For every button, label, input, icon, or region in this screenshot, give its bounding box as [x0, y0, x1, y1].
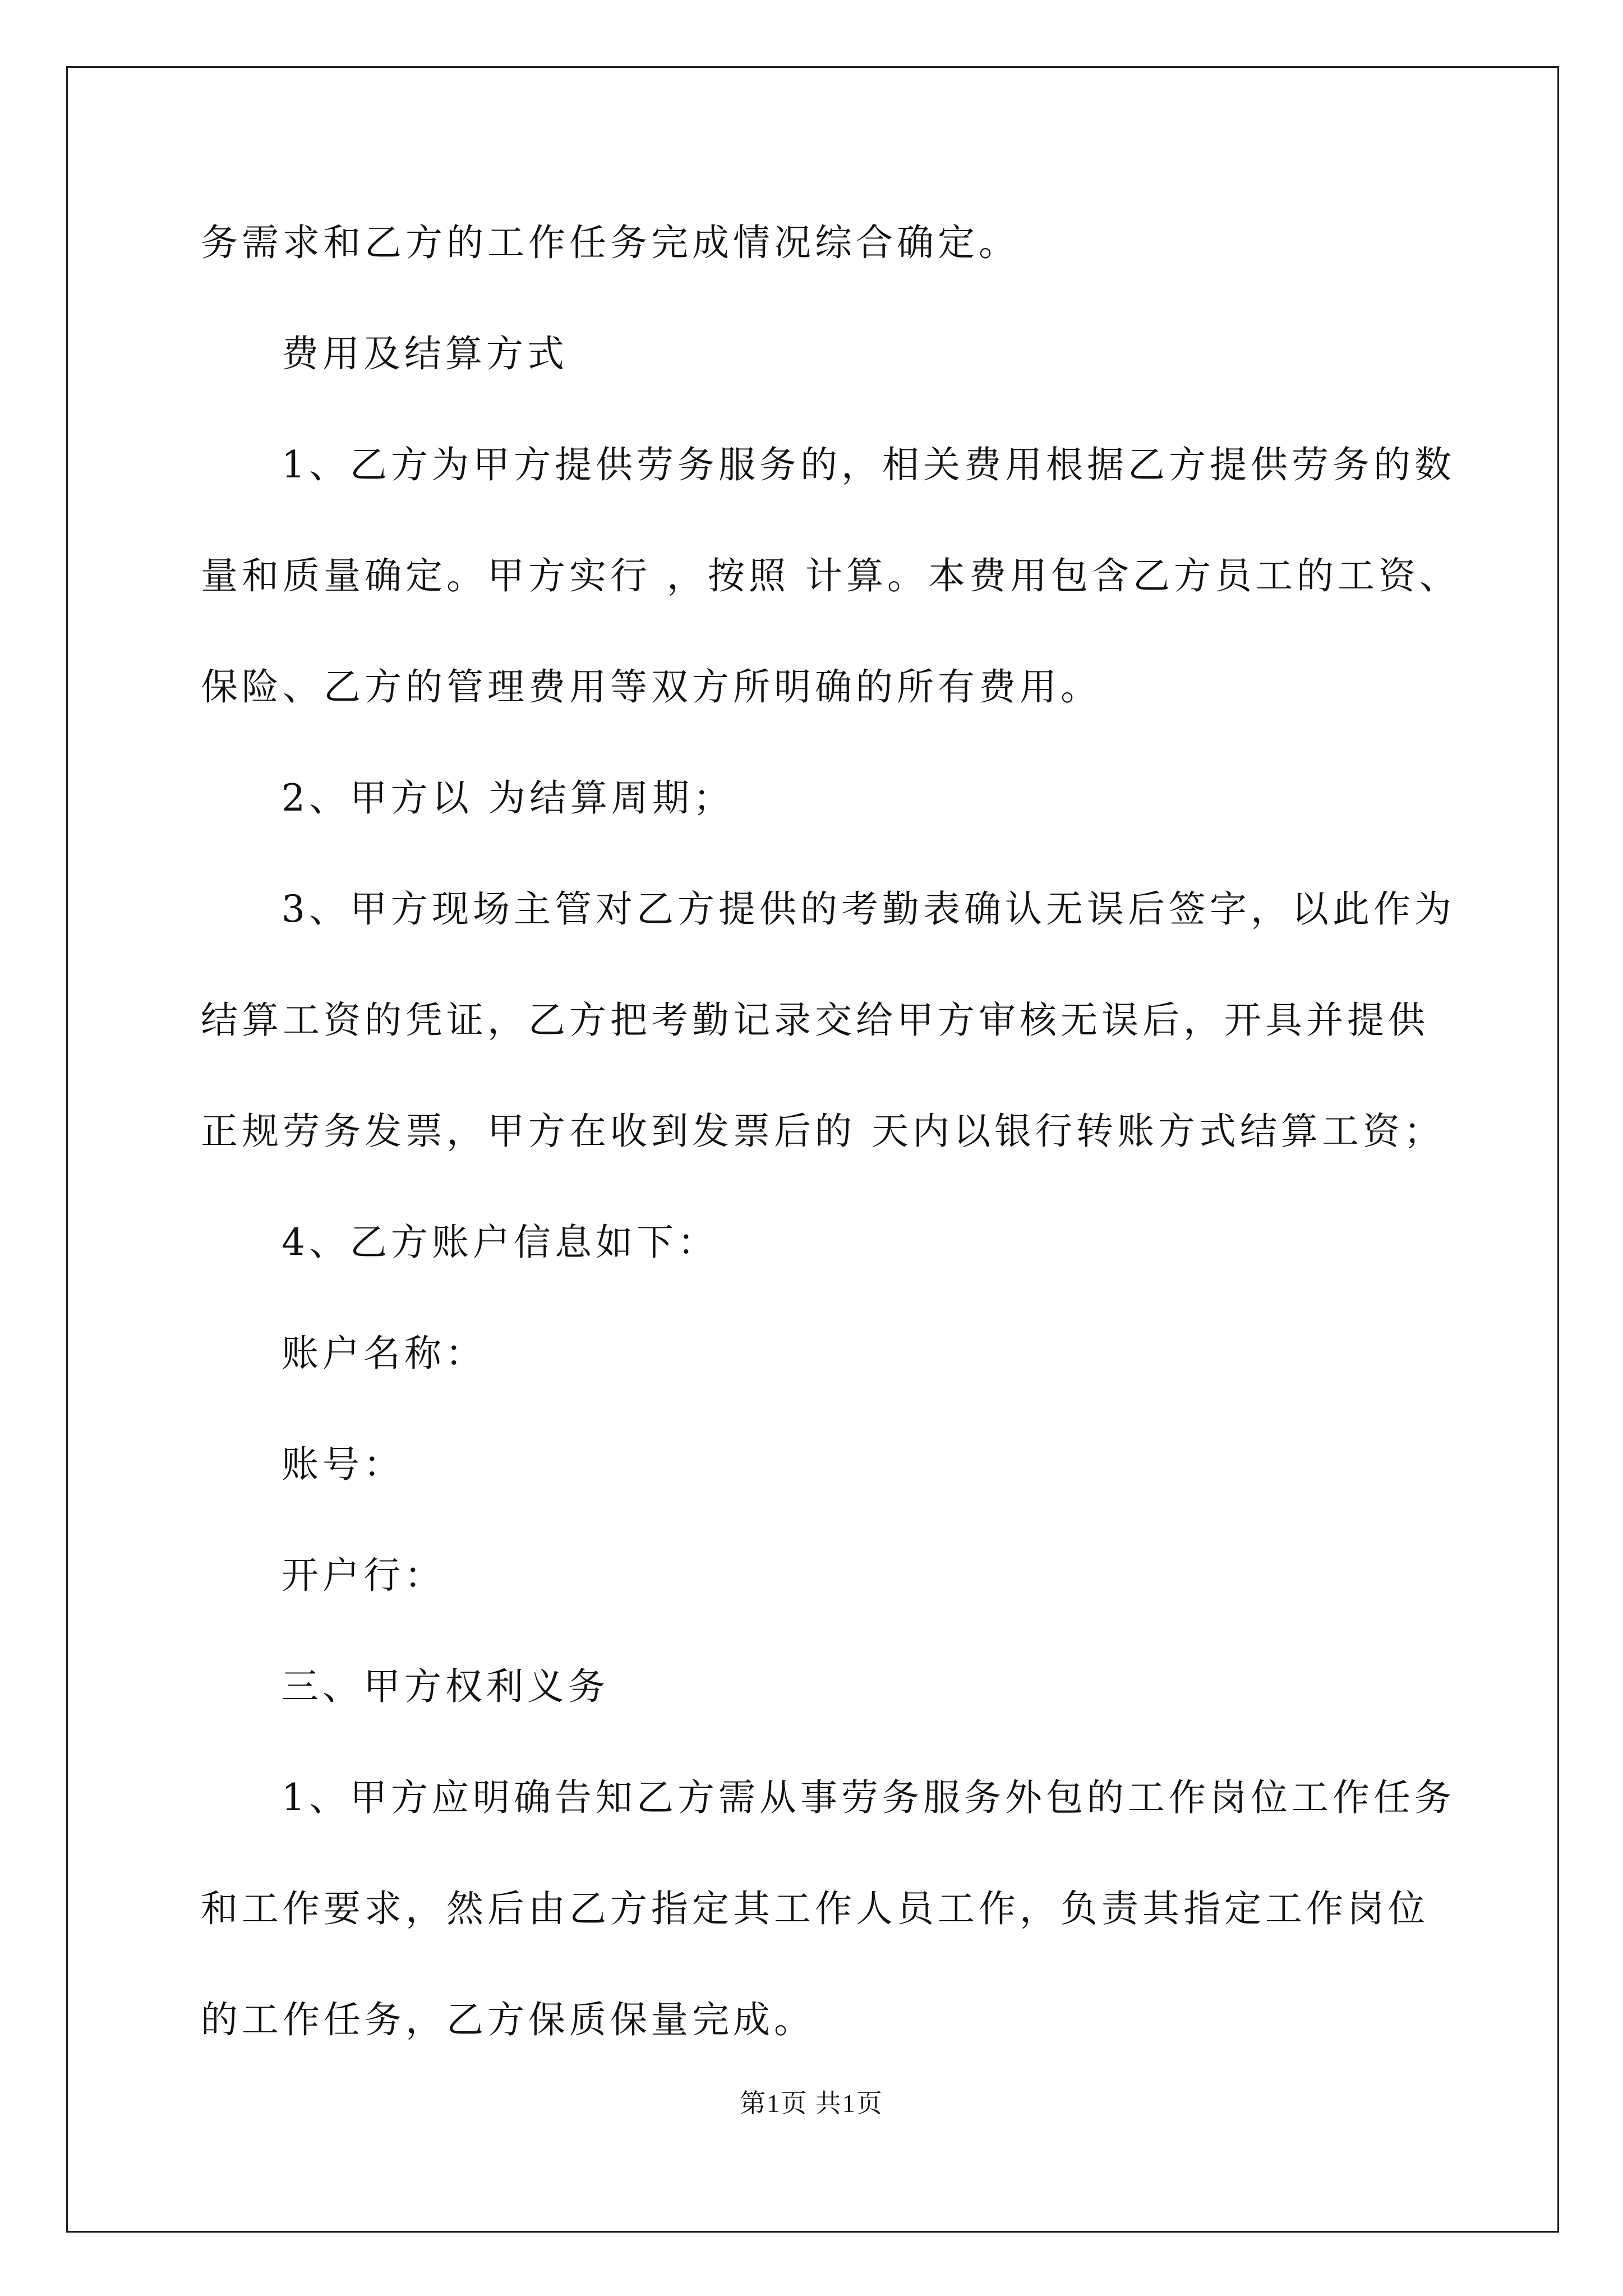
page-number-footer: 第1页 共1页: [740, 2089, 883, 2118]
paragraph-line: 1、甲方应明确告知乙方需从事劳务服务外包的工作岗位工作任务: [282, 1776, 1455, 1819]
paragraph-line: 保险、乙方的管理费用等双方所明确的所有费用。: [201, 665, 1101, 708]
paragraph-line: 务需求和乙方的工作任务完成情况综合确定。: [201, 221, 1020, 264]
paragraph-line: 量和质量确定。甲方实行 ，按照 计算。本费用包含乙方员工的工资、: [201, 554, 1460, 597]
paragraph-line: 1、乙方为甲方提供劳务服务的，相关费用根据乙方提供劳务的数: [282, 443, 1455, 486]
paragraph-line: 正规劳务发票，甲方在收到发票后的 天内以银行转账方式结算工资；: [201, 1110, 1445, 1153]
paragraph-line: 的工作任务，乙方保质保量完成。: [201, 1998, 815, 2041]
paragraph-line: 2、甲方以 为结算周期；: [282, 776, 734, 820]
section-heading: 费用及结算方式: [282, 332, 568, 375]
paragraph-line: 和工作要求，然后由乙方指定其工作人员工作，负责其指定工作岗位: [201, 1887, 1429, 1930]
paragraph-line: 结算工资的凭证，乙方把考勤记录交给甲方审核无误后，开具并提供: [201, 999, 1429, 1042]
account-number-label: 账号：: [282, 1443, 404, 1486]
section-heading: 三、甲方权利义务: [282, 1665, 609, 1708]
bank-label: 开户行：: [282, 1554, 445, 1597]
account-name-label: 账户名称：: [282, 1332, 486, 1375]
paragraph-line: 3、甲方现场主管对乙方提供的考勤表确认无误后签字，以此作为: [282, 887, 1455, 931]
paragraph-line: 4、乙方账户信息如下：: [282, 1221, 718, 1264]
